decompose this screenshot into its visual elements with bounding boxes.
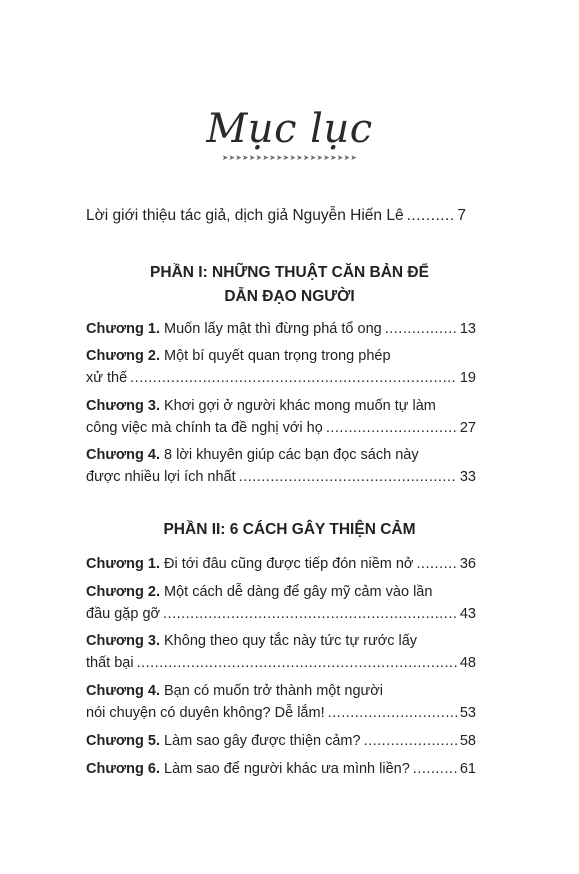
dot-leader [163,603,457,625]
toc-entry [86,345,476,389]
chapter-label: Chương 5. [86,733,160,749]
chapter-title: Không theo quy tắc này tức tự rước lấy [164,633,418,649]
chapter-title: Một bí quyết quan trọng trong phép [164,348,391,364]
chapter-page: 53 [459,705,476,721]
toc-entry [86,758,476,780]
chapter-title: Đi tới đâu cũng được tiếp đón niềm nở [164,556,414,572]
chapter-page: 43 [459,606,476,622]
toc-entry [86,553,476,575]
chapter-title: Khơi gợi ở người khác mong muốn tự làm [164,398,436,414]
chapter-title-cont: đầu gặp gỡ [86,606,161,622]
part2-line1: PHẦN II: 6 CÁCH GÂY THIỆN CẢM [163,521,416,538]
chapter-title-cont: công việc mà chính ta đề nghị với họ [86,420,323,436]
dot-leader [413,758,457,780]
dot-leader [364,730,457,752]
ornament-divider: ➤➤➤➤➤➤➤➤➤➤➤➤➤➤➤➤➤➤➤➤ [221,153,358,162]
chapter-page: 61 [459,761,476,777]
part1-line1: PHẦN I: NHỮNG THUẬT CĂN BẢN ĐỂ [150,264,429,281]
chapter-title: Bạn có muốn trở thành một người [164,683,383,699]
chapter-label: Chương 1. [86,556,160,572]
chapter-title: Làm sao để người khác ưa mình liền? [164,761,410,777]
toc-entry [86,444,476,488]
chapter-page: 19 [459,370,476,386]
part2-heading [0,518,579,542]
dot-leader [416,553,456,575]
chapter-label: Chương 3. [86,633,160,649]
chapter-page: 33 [459,469,476,485]
toc-title: Mục lục [206,106,373,152]
chapter-title-cont: được nhiều lợi ích nhất [86,469,236,485]
part1-line2: DẪN ĐẠO NGƯỜI [224,288,355,305]
chapter-page: 48 [459,655,476,671]
intro-page: 7 [457,207,466,224]
chapter-title: 8 lời khuyên giúp các bạn đọc sách này [164,447,419,463]
chapter-label: Chương 4. [86,447,160,463]
dot-leader [328,702,457,724]
dot-leader [326,417,457,439]
chapter-label: Chương 4. [86,683,160,699]
chapter-title: Một cách dễ dàng để gây mỹ cảm vào lần [164,584,433,600]
toc-entry [86,318,476,340]
dot-leader [407,207,455,225]
intro-entry [86,207,466,225]
toc-entry [86,730,476,752]
dot-leader [385,318,457,340]
chapter-page: 58 [459,733,476,749]
toc-entry [86,581,476,625]
chapter-label: Chương 2. [86,584,160,600]
toc-entry [86,630,476,674]
chapter-title: Làm sao gây được thiện cảm? [164,733,361,749]
part1-heading [0,261,579,309]
chapter-title-cont: xử thế [86,370,128,386]
dot-leader [239,466,457,488]
chapter-label: Chương 2. [86,348,160,364]
chapter-title-cont: nói chuyện có duyên không? Dễ lắm! [86,705,325,721]
chapter-label: Chương 6. [86,761,160,777]
toc-entry [86,680,476,724]
chapter-page: 27 [459,420,476,436]
chapter-title-cont: thất bại [86,655,134,671]
chapter-label: Chương 1. [86,321,160,337]
dot-leader [137,652,457,674]
intro-text: Lời giới thiệu tác giả, dịch giả Nguyễn Hiến Lê [86,207,404,224]
dot-leader [130,367,457,389]
chapter-page: 36 [459,556,476,572]
toc-entry [86,395,476,439]
chapter-title: Muốn lấy mật thì đừng phá tổ ong [164,321,382,337]
chapter-label: Chương 3. [86,398,160,414]
chapter-page: 13 [459,321,476,337]
